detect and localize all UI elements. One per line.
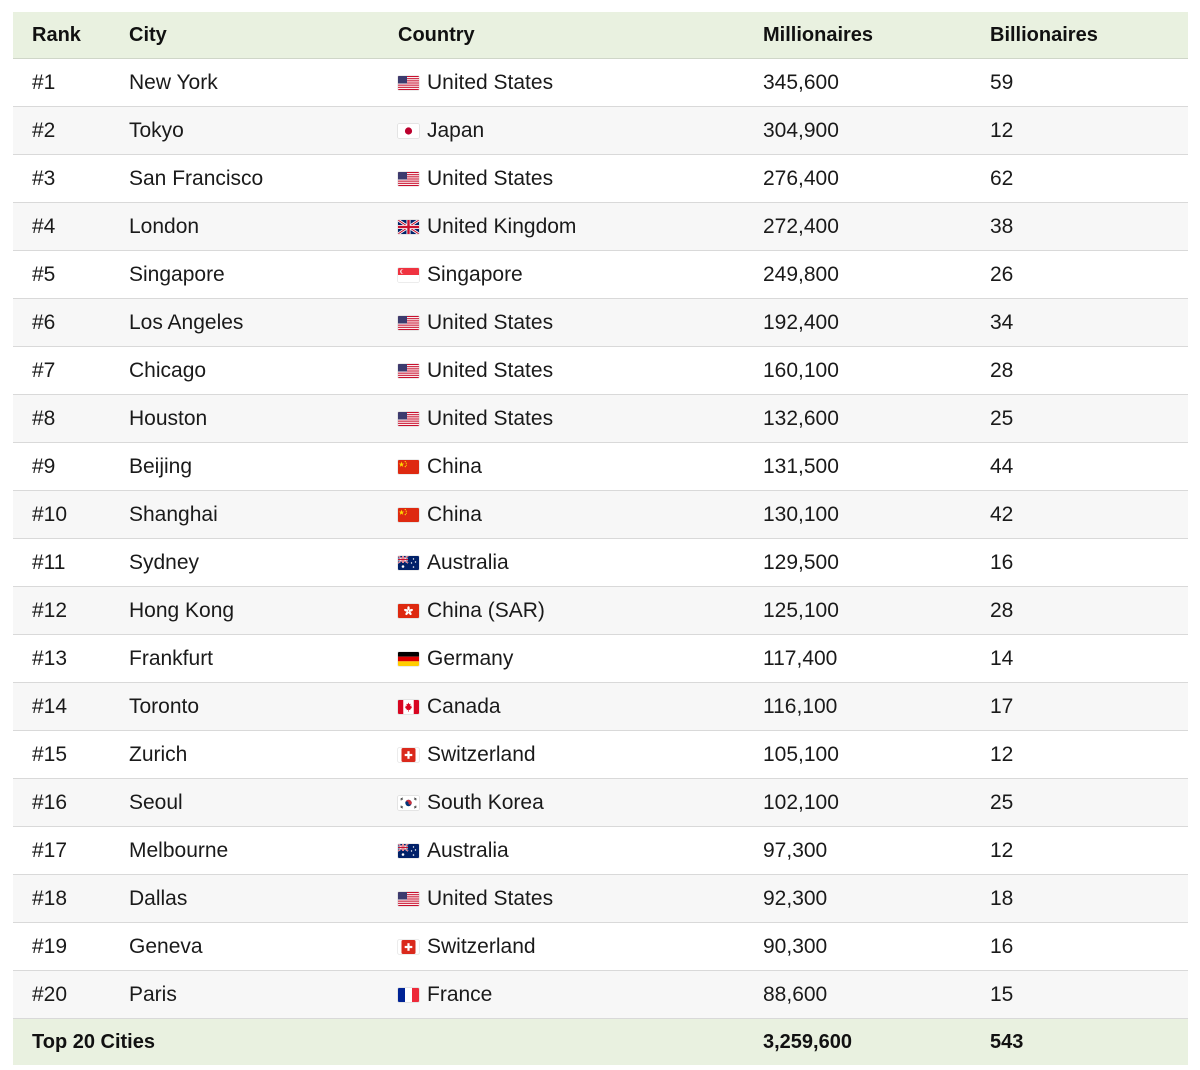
header-millionaires: Millionaires: [763, 23, 874, 46]
city-cell: Paris: [129, 982, 177, 1006]
billionaires-cell: 26: [990, 262, 1014, 286]
billionaires-cell: 62: [990, 166, 1014, 190]
millionaires-cell: 130,100: [763, 502, 839, 526]
table-row: [13, 299, 1188, 347]
rank-cell: #12: [32, 598, 68, 622]
country-cell: [398, 443, 482, 490]
rank-cell: #7: [32, 358, 56, 382]
au-flag-icon: [398, 556, 419, 570]
city-cell: Beijing: [129, 454, 193, 478]
table-row: [13, 587, 1188, 635]
billionaires-cell: 59: [990, 70, 1014, 94]
fr-flag-icon: [398, 988, 419, 1002]
billionaires-cell: 42: [990, 502, 1014, 526]
city-cell: Shanghai: [129, 502, 218, 526]
millionaires-cell: 88,600: [763, 982, 828, 1006]
footer-label: Top 20 Cities: [32, 1030, 155, 1053]
city-cell: Singapore: [129, 262, 225, 286]
billionaires-cell: 12: [990, 118, 1014, 142]
country-name: United States: [427, 310, 554, 334]
billionaires-cell: 16: [990, 550, 1014, 574]
millionaires-cell: 304,900: [763, 118, 839, 142]
table-row: [13, 827, 1188, 875]
rank-cell: #4: [32, 214, 56, 238]
millionaires-cell: 105,100: [763, 742, 839, 766]
country-cell: [398, 107, 484, 154]
billionaires-cell: 16: [990, 934, 1014, 958]
country-cell: [398, 875, 553, 922]
table-row: [13, 491, 1188, 539]
gb-flag-icon: [398, 220, 419, 234]
country-cell: [398, 395, 553, 442]
country-name: South Korea: [427, 790, 544, 814]
millionaires-cell: 129,500: [763, 550, 839, 574]
billionaires-cell: 17: [990, 694, 1014, 718]
country-cell: [398, 59, 553, 106]
jp-flag-icon: [398, 124, 419, 138]
billionaires-cell: 34: [990, 310, 1014, 334]
millionaires-cell: 132,600: [763, 406, 839, 430]
table-row: [13, 395, 1188, 443]
billionaires-cell: 38: [990, 214, 1014, 238]
footer-billionaires: 543: [990, 1030, 1024, 1053]
city-cell: Geneva: [129, 934, 203, 958]
table-row: [13, 443, 1188, 491]
millionaires-cell: 125,100: [763, 598, 839, 622]
millionaires-cell: 249,800: [763, 262, 839, 286]
city-cell: Melbourne: [129, 838, 229, 862]
us-flag-icon: [398, 172, 419, 186]
city-cell: Hong Kong: [129, 598, 235, 622]
country-name: Switzerland: [427, 742, 536, 766]
country-cell: [398, 971, 492, 1018]
country-name: Australia: [427, 550, 509, 574]
millionaires-cell: 102,100: [763, 790, 839, 814]
city-cell: Seoul: [129, 790, 183, 814]
city-cell: New York: [129, 70, 218, 94]
city-cell: Toronto: [129, 694, 200, 718]
city-cell: Dallas: [129, 886, 188, 910]
millionaires-cell: 160,100: [763, 358, 839, 382]
city-cell: Chicago: [129, 358, 207, 382]
millionaires-cell: 345,600: [763, 70, 839, 94]
rank-cell: #6: [32, 310, 56, 334]
country-name: United Kingdom: [427, 214, 577, 238]
footer-millionaires: 3,259,600: [763, 1030, 852, 1053]
header-city: City: [129, 23, 167, 46]
city-cell: Houston: [129, 406, 208, 430]
country-cell: [398, 347, 553, 394]
country-name: Singapore: [427, 262, 523, 286]
us-flag-icon: [398, 892, 419, 906]
country-cell: [398, 539, 509, 586]
table-header: [13, 12, 1188, 59]
rank-cell: #14: [32, 694, 68, 718]
country-cell: [398, 731, 536, 778]
rank-cell: #19: [32, 934, 68, 958]
cn-flag-icon: [398, 460, 419, 474]
rank-cell: #5: [32, 262, 56, 286]
country-name: Germany: [427, 646, 514, 670]
country-name: United States: [427, 886, 554, 910]
table-row: [13, 155, 1188, 203]
ch-flag-icon: [398, 748, 419, 762]
billionaires-cell: 14: [990, 646, 1014, 670]
millionaires-cell: 272,400: [763, 214, 839, 238]
table-row: [13, 875, 1188, 923]
country-name: Switzerland: [427, 934, 536, 958]
header-country: Country: [398, 23, 475, 46]
ca-flag-icon: [398, 700, 419, 714]
rank-cell: #3: [32, 166, 56, 190]
country-name: Canada: [427, 694, 501, 718]
rank-cell: #20: [32, 982, 68, 1006]
rank-cell: #1: [32, 70, 56, 94]
billionaires-cell: 18: [990, 886, 1014, 910]
rank-cell: #2: [32, 118, 56, 142]
millionaires-cell: 192,400: [763, 310, 839, 334]
city-cell: Tokyo: [129, 118, 184, 142]
billionaires-cell: 25: [990, 406, 1014, 430]
table-row: [13, 203, 1188, 251]
country-cell: [398, 923, 536, 970]
table-row: [13, 347, 1188, 395]
us-flag-icon: [398, 412, 419, 426]
us-flag-icon: [398, 316, 419, 330]
ch-flag-icon: [398, 940, 419, 954]
millionaires-cell: 116,100: [763, 694, 838, 718]
city-cell: Zurich: [129, 742, 188, 766]
country-name: United States: [427, 358, 554, 382]
country-name: China: [427, 454, 482, 478]
country-name: United States: [427, 70, 554, 94]
city-cell: London: [129, 214, 200, 238]
country-cell: [398, 299, 553, 346]
rank-cell: #18: [32, 886, 68, 910]
city-cell: Frankfurt: [129, 646, 214, 670]
country-name: China: [427, 502, 482, 526]
table-footer: [13, 1019, 1188, 1065]
billionaires-cell: 15: [990, 982, 1014, 1006]
country-cell: [398, 779, 544, 826]
billionaires-cell: 28: [990, 598, 1014, 622]
millionaires-cell: 131,500: [763, 454, 839, 478]
header-rank: Rank: [32, 23, 81, 46]
country-cell: [398, 683, 501, 730]
kr-flag-icon: [398, 796, 419, 810]
table-row: [13, 923, 1188, 971]
table-row: [13, 251, 1188, 299]
billionaires-cell: 25: [990, 790, 1014, 814]
table-row: [13, 59, 1188, 107]
header-billionaires: Billionaires: [990, 23, 1098, 46]
country-cell: [398, 155, 553, 202]
city-cell: San Francisco: [129, 166, 264, 190]
billionaires-cell: 44: [990, 454, 1014, 478]
table-row: [13, 635, 1188, 683]
country-cell: [398, 203, 576, 250]
city-cell: Los Angeles: [129, 310, 244, 334]
table-row: [13, 107, 1188, 155]
rank-cell: #17: [32, 838, 68, 862]
billionaires-cell: 28: [990, 358, 1014, 382]
country-cell: [398, 827, 509, 874]
country-name: Japan: [427, 118, 485, 142]
millionaires-cell: 97,300: [763, 838, 828, 862]
country-name: Australia: [427, 838, 509, 862]
country-name: China (SAR): [427, 598, 545, 622]
cn-flag-icon: [398, 508, 419, 522]
country-name: United States: [427, 406, 554, 430]
rank-cell: #13: [32, 646, 68, 670]
rank-cell: #8: [32, 406, 56, 430]
millionaires-cell: 90,300: [763, 934, 828, 958]
country-name: France: [427, 982, 493, 1006]
table-row: [13, 971, 1188, 1019]
au-flag-icon: [398, 844, 419, 858]
table-row: [13, 779, 1188, 827]
table-body: [13, 59, 1188, 1019]
table-row: [13, 731, 1188, 779]
sg-flag-icon: [398, 268, 419, 282]
de-flag-icon: [398, 652, 419, 666]
rank-cell: #9: [32, 454, 56, 478]
table-row: [13, 683, 1188, 731]
country-cell: [398, 251, 523, 298]
billionaires-cell: 12: [990, 742, 1014, 766]
rank-cell: #10: [32, 502, 68, 526]
billionaires-cell: 12: [990, 838, 1014, 862]
city-cell: Sydney: [129, 550, 200, 574]
country-cell: [398, 491, 482, 538]
rank-cell: #15: [32, 742, 68, 766]
rank-cell: #16: [32, 790, 68, 814]
cities-table: [13, 12, 1188, 1065]
millionaires-cell: 117,400: [763, 646, 838, 670]
rank-cell: #11: [32, 550, 66, 574]
hk-flag-icon: [398, 604, 419, 618]
country-cell: [398, 635, 513, 682]
millionaires-cell: 92,300: [763, 886, 828, 910]
table-row: [13, 539, 1188, 587]
country-name: United States: [427, 166, 554, 190]
us-flag-icon: [398, 76, 419, 90]
millionaires-cell: 276,400: [763, 166, 839, 190]
us-flag-icon: [398, 364, 419, 378]
country-cell: [398, 587, 545, 634]
